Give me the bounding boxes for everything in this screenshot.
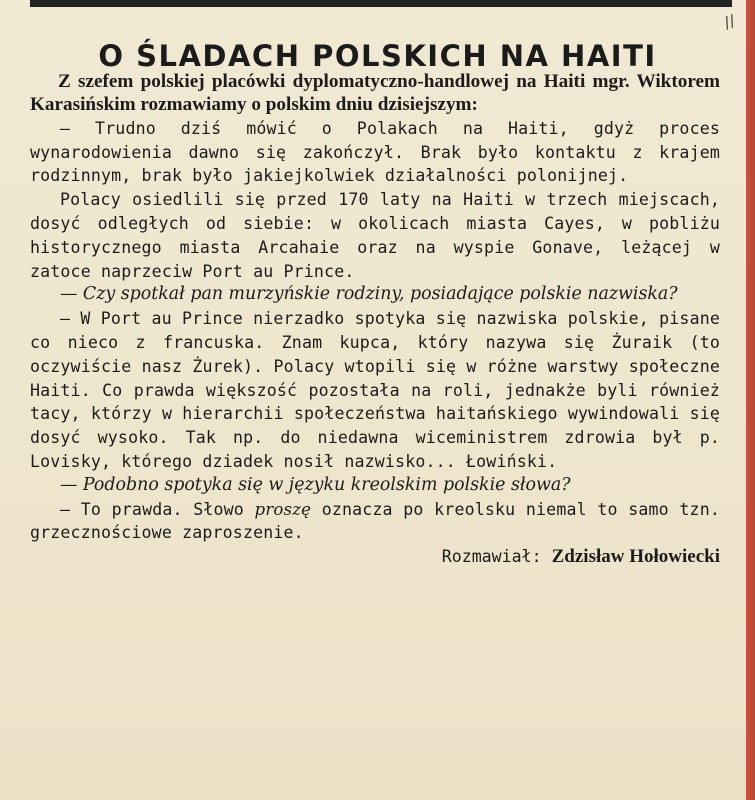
top-rule — [30, 0, 732, 7]
answer-text: oznacza po kreolsku niemal to samo tzn. grzecznościowe zaproszenie. — [30, 499, 720, 543]
answer-italic-word: proszę — [254, 499, 312, 519]
article-title: O ŚLADACH POLSKICH NA HAITI — [98, 39, 657, 74]
signature-name: Zdzisław Hołowiecki — [551, 546, 720, 568]
answer-text: — To prawda. Słowo — [60, 499, 255, 519]
pencil-mark: // — [721, 10, 738, 33]
interview-question: — Czy spotkał pan murzyńskie rodziny, posiadające polskie nazwiska? — [60, 284, 678, 305]
paragraph: — W Port au Prince nierzadko spotyka się nazwiska polskie, pisane co nieco z francuska. Znam kupca, który nazywa się Żuraik (to oczywiście nasz Żurek). Polacy wtopili się w różne warstwy społeczne Haiti. Co prawda większość pozostała na roli, jednakże byli również tacy, którzy w hierarchii społeczeństwa haitańskiego wywindowali się dosyć wysoko. Tak np. do niedawna wiceministrem zdrowia był p. Lovisky, którego dziadek nosił nazwisko... Łowiński. — [30, 309, 720, 471]
article-intro: Z szefem polskiej placówki dyplomatyczno-handlowej na Haiti mgr. Wiktorem Karasińskim rozmawiamy o polskim dniu dzisiejszym: — [30, 71, 720, 116]
signature-label: Rozmawiał: — [441, 547, 542, 567]
interview-question: — Podobno spotyka się w języku kreolskim polskie słowa? — [60, 474, 571, 495]
paragraph: Polacy osiedlili się przed 170 laty na Haiti w trzech miejscach, dosyć odległych od siebie: w okolicach miasta Cayes, w pobliżu historycznego miasta Arcahaie oraz na wyspie Gonave, leżącej w zatoce naprzeciw Port au Prince. — [30, 190, 720, 281]
page-edge — [746, 0, 755, 800]
signature — [30, 545, 720, 569]
paragraph — [30, 498, 720, 546]
article-body — [30, 70, 720, 586]
paragraph: — Trudno dziś mówić o Polakach na Haiti, gdyż proces wynarodowienia dawno się zakończył. Brak było kontaktu z krajem rodzinnym, brak było jakiejkolwiek działalności polonijnej. — [30, 118, 720, 186]
